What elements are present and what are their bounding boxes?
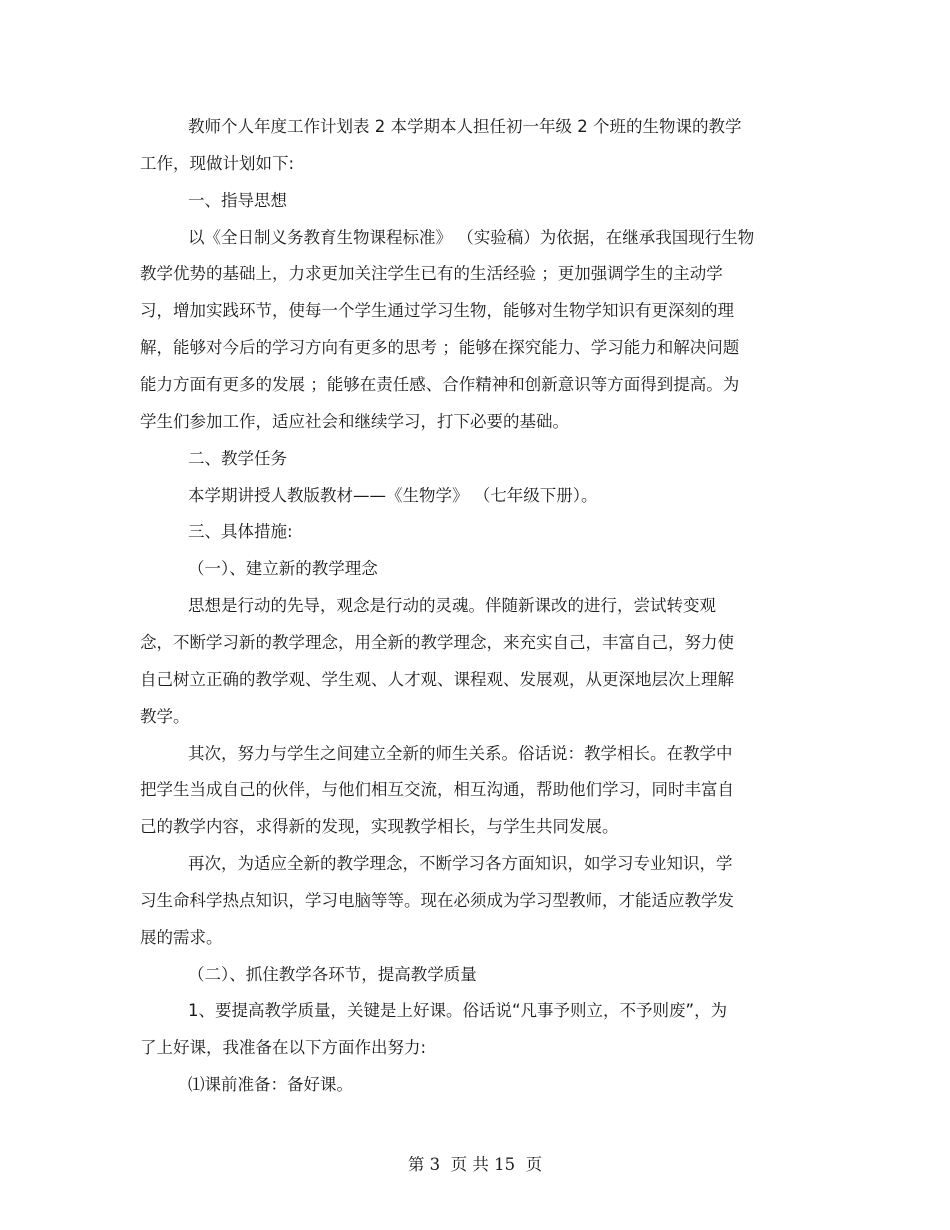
text-line: 习，增加实践环节，使每一个学生通过学习生物，能够对生物学知识有更深刻的理 <box>140 301 734 321</box>
text-line: 念，不断学习新的教学理念，用全新的教学理念，来充实自己，丰富自己，努力使 <box>140 632 734 652</box>
text-line: 自己树立正确的教学观、学生观、人才观、课程观、发展观，从更深地层次上理解 <box>140 669 734 689</box>
text-line: 教师个人年度工作计划表 2 本学期本人担任初一年级 2 个班的生物课的教学 <box>188 117 742 136</box>
text-line: 习生命科学热点知识，学习电脑等等。现在必须成为学习型教师，才能适应教学发 <box>140 890 734 910</box>
text-line: 了上好课，我准备在以下方面作出努力: <box>140 1038 427 1058</box>
text-line: 本学期讲授人教版教材——《生物学》 （七年级下册）。 <box>188 485 598 505</box>
text-line: 教学。 <box>140 706 190 726</box>
text-line: 三、具体措施: <box>188 522 293 542</box>
text-line: 己的教学内容，求得新的发现，实现教学相长，与学生共同发展。 <box>140 817 619 837</box>
text-line: 其次，努力与学生之间建立全新的师生关系。俗话说：教学相长。在教学中 <box>188 743 733 763</box>
text-line: 再次，为适应全新的教学理念，不断学习各方面知识，如学习专业知识，学 <box>188 854 733 873</box>
text-line: 1、要提高教学质量，关键是上好课。俗话说“凡事予则立，不予则废”，为 <box>188 1001 728 1021</box>
text-line: 教学优势的基础上，力求更加关注学生已有的生活经验 ；更加强调学生的主动学 <box>140 264 723 284</box>
text-line: 思想是行动的先导，观念是行动的灵魂。伴随新课改的进行，尝试转变观 <box>188 596 716 615</box>
text-line: 以《全日制义务教育生物课程标准》 （实验稿）为依据，在继承我国现行生物 <box>188 227 755 247</box>
text-line: ⑴课前准备：备好课。 <box>188 1075 353 1095</box>
page-footer: 第 3 页 共 15 页 <box>407 1155 543 1174</box>
text-line: 解，能够对今后的学习方向有更多的思考 ；能够在探究能力、学习能力和解决问题 <box>140 338 740 358</box>
text-line: 把学生当成自己的伙伴，与他们相互交流，相互沟通，帮助他们学习，同时丰富自 <box>140 780 734 800</box>
text-line: 展的需求。 <box>140 927 223 947</box>
text-line: 工作，现做计划如下: <box>140 153 295 173</box>
text-line: 能力方面有更多的发展 ；能够在责任感、合作精神和创新意识等方面得到提高。为 <box>140 374 740 394</box>
text-line: 一、指导思想 <box>188 190 287 210</box>
text-line: （一）、建立新的教学理念 <box>188 559 378 579</box>
text-line: 二、教学任务 <box>188 448 287 468</box>
text-line: 学生们参加工作，适应社会和继续学习，打下必要的基础。 <box>140 411 569 431</box>
text-line: （二）、抓住教学各环节，提高教学质量 <box>188 964 477 984</box>
